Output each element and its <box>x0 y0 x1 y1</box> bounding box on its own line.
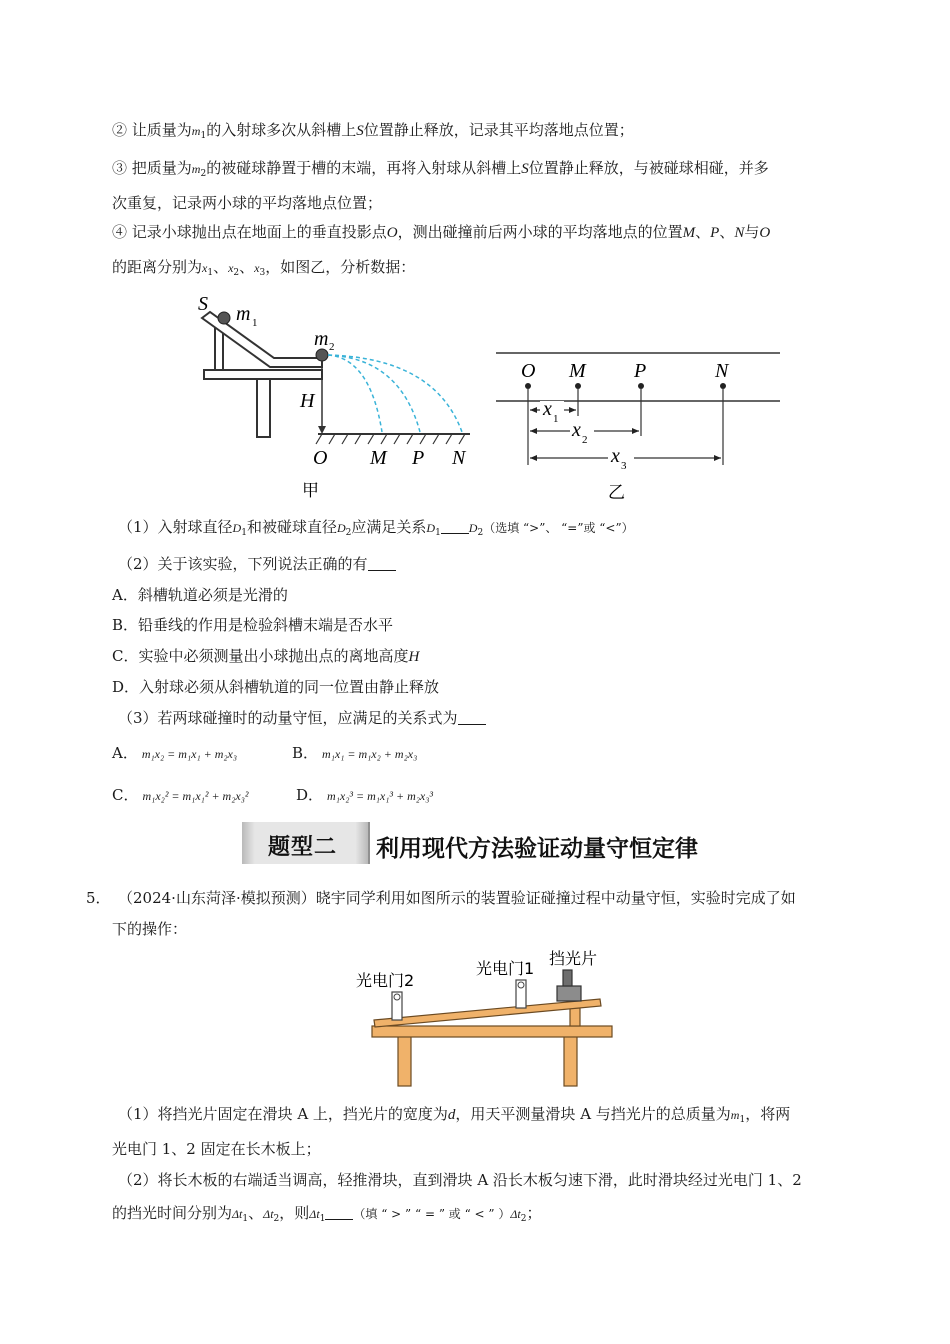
point-M <box>575 383 581 389</box>
slider-A <box>557 986 581 1001</box>
label-shutter: 挡光片 <box>549 949 598 968</box>
question-1: （1）入射球直径$D_1$和被碰球直径$D_2$应满足关系$D_1$ $D_2$（选填 “>”、 “=”或 “<”） <box>118 518 634 538</box>
option-3D: D． m₁x₂³ = m₁x₁³ + m₂x₃³ <box>296 786 434 804</box>
table-leg-right <box>564 1036 577 1086</box>
figure-yi <box>490 340 790 505</box>
label-gate1: 光电门1 <box>476 959 535 978</box>
point-P <box>638 383 644 389</box>
figure-jia <box>190 288 480 503</box>
label-m2: m <box>314 328 329 350</box>
label-P: P <box>634 360 647 382</box>
p5-step1-line1: （1）将挡光片固定在滑块 A 上，挡光片的宽度为d，用天平测量滑块 A 与挡光片的总质量为$m_1$，将两 <box>118 1105 791 1125</box>
label-M: M <box>569 360 586 382</box>
table-leg-left <box>398 1036 411 1086</box>
caption-yi: 乙 <box>608 483 625 503</box>
plumb-arrow <box>318 426 326 434</box>
photogate-1 <box>516 980 526 1008</box>
step-3-line2: 次重复，记录两小球的平均落地点位置； <box>112 194 383 212</box>
answer-blank-q1[interactable] <box>441 519 469 534</box>
section-banner <box>242 818 742 868</box>
apparatus-stand <box>257 379 270 437</box>
shutter-plate <box>563 970 572 986</box>
problem-5-line2: 下的操作： <box>112 920 188 938</box>
label-N: N <box>715 360 729 382</box>
label-ground-P: P <box>412 447 425 469</box>
section-tag: 题型二 <box>242 822 368 864</box>
step-3-line1: ③ 把质量为$m_2$的被碰球静置于槽的末端，再将入射球从斜槽上S位置静止释放，与被碰球相碰，并多 <box>112 159 769 179</box>
formula-3D: m₁x₂³ = m₁x₁³ + m₂x₃³ <box>327 789 434 803</box>
label-ground-M: M <box>370 447 387 469</box>
formula-3B: m₁x₁ = m₁x₂ + m₂x₃ <box>322 747 418 761</box>
photogate-2 <box>392 992 402 1020</box>
option-3A: A． m₁x₂ = m₁x₁ + m₂x₃ <box>112 744 238 762</box>
caption-jia: 甲 <box>302 481 319 501</box>
formula-3C: m₁x₂² = m₁x₁² + m₂x₃² <box>142 789 249 803</box>
option-2A: A．斜槽轨道必须是光滑的 <box>112 586 288 604</box>
label-O: O <box>521 360 536 382</box>
label-x2-sub: 2 <box>582 434 588 446</box>
label-H: H <box>300 390 315 412</box>
label-x3: x <box>611 445 620 467</box>
formula-3A: m₁x₂ = m₁x₁ + m₂x₃ <box>141 747 238 761</box>
option-3B: B． m₁x₁ = m₁x₂ + m₂x₃ <box>292 744 418 762</box>
label-gate2: 光电门2 <box>356 971 415 990</box>
p5-step2-line2: 的挡光时间分别为$\Delta t_1$、$\Delta t_2$，则$\Delta t_1$ （填 “ > ” “ = ” 或 “ < ” ）$\Delta t_2$； <box>112 1204 542 1224</box>
p5-step2-line1: （2）将长木板的右端适当调高，轻推滑块，直到滑块 A 沿长木板匀速下滑，此时滑块经过光电门 1、2 <box>118 1171 802 1189</box>
problem-5-line1: （2024·山东菏泽·模拟预测）晓宇同学利用如图所示的装置验证碰撞过程中动量守恒，实验时完成了如 <box>118 889 796 907</box>
label-x1-sub: 1 <box>553 413 559 425</box>
long-board <box>374 999 601 1027</box>
table-top <box>372 1026 612 1037</box>
ball-m2 <box>316 349 328 361</box>
point-N <box>720 383 726 389</box>
label-S: S <box>198 293 208 315</box>
figure-photogate <box>352 940 622 1090</box>
label-m2-sub: 2 <box>329 341 335 353</box>
label-m1: m <box>236 303 251 325</box>
label-ground-N: N <box>452 447 466 469</box>
answer-blank-q2[interactable] <box>368 556 396 571</box>
step-4-line1: ④ 记录小球抛出点在地面上的垂直投影点O，测出碰撞前后两小球的平均落地点的位置M、P、N与O <box>112 223 771 241</box>
question-3: （3）若两球碰撞时的动量守恒，应满足的关系式为 <box>118 707 486 729</box>
option-3C: C． m₁x₂² = m₁x₁² + m₂x₃² <box>112 786 249 804</box>
section-title: 利用现代方法验证动量守恒定律 <box>376 836 698 862</box>
label-x1: x <box>543 398 552 420</box>
problem-5-number: 5． <box>86 889 111 907</box>
ball-m1 <box>218 312 230 324</box>
step-4-line2: 的距离分别为$x_1$、$x_2$、$x_3$，如图乙，分析数据： <box>112 258 416 278</box>
option-2B: B．铅垂线的作用是检验斜槽末端是否水平 <box>112 616 394 634</box>
label-m1-sub: 1 <box>252 317 258 329</box>
apparatus-table <box>204 370 322 379</box>
option-2D: D．入射球必须从斜槽轨道的同一位置由静止释放 <box>112 678 440 696</box>
p5-step1-line2: 光电门 1、2 固定在长木板上； <box>112 1140 321 1158</box>
point-O <box>525 383 531 389</box>
label-x2: x <box>572 419 581 441</box>
step-2: ② 让质量为$m_1$的入射球多次从斜槽上S位置静止释放，记录其平均落地点位置； <box>112 121 634 141</box>
label-x3-sub: 3 <box>621 460 627 472</box>
label-ground-O: O <box>313 447 328 469</box>
option-2C: C．实验中必须测量出小球抛出点的离地高度H <box>112 647 420 665</box>
question-2: （2）关于该实验，下列说法正确的有 <box>118 553 396 575</box>
answer-blank-p5[interactable] <box>325 1205 353 1220</box>
answer-blank-q3[interactable] <box>458 710 486 725</box>
support-block <box>570 1008 580 1026</box>
trajectories <box>328 355 462 432</box>
